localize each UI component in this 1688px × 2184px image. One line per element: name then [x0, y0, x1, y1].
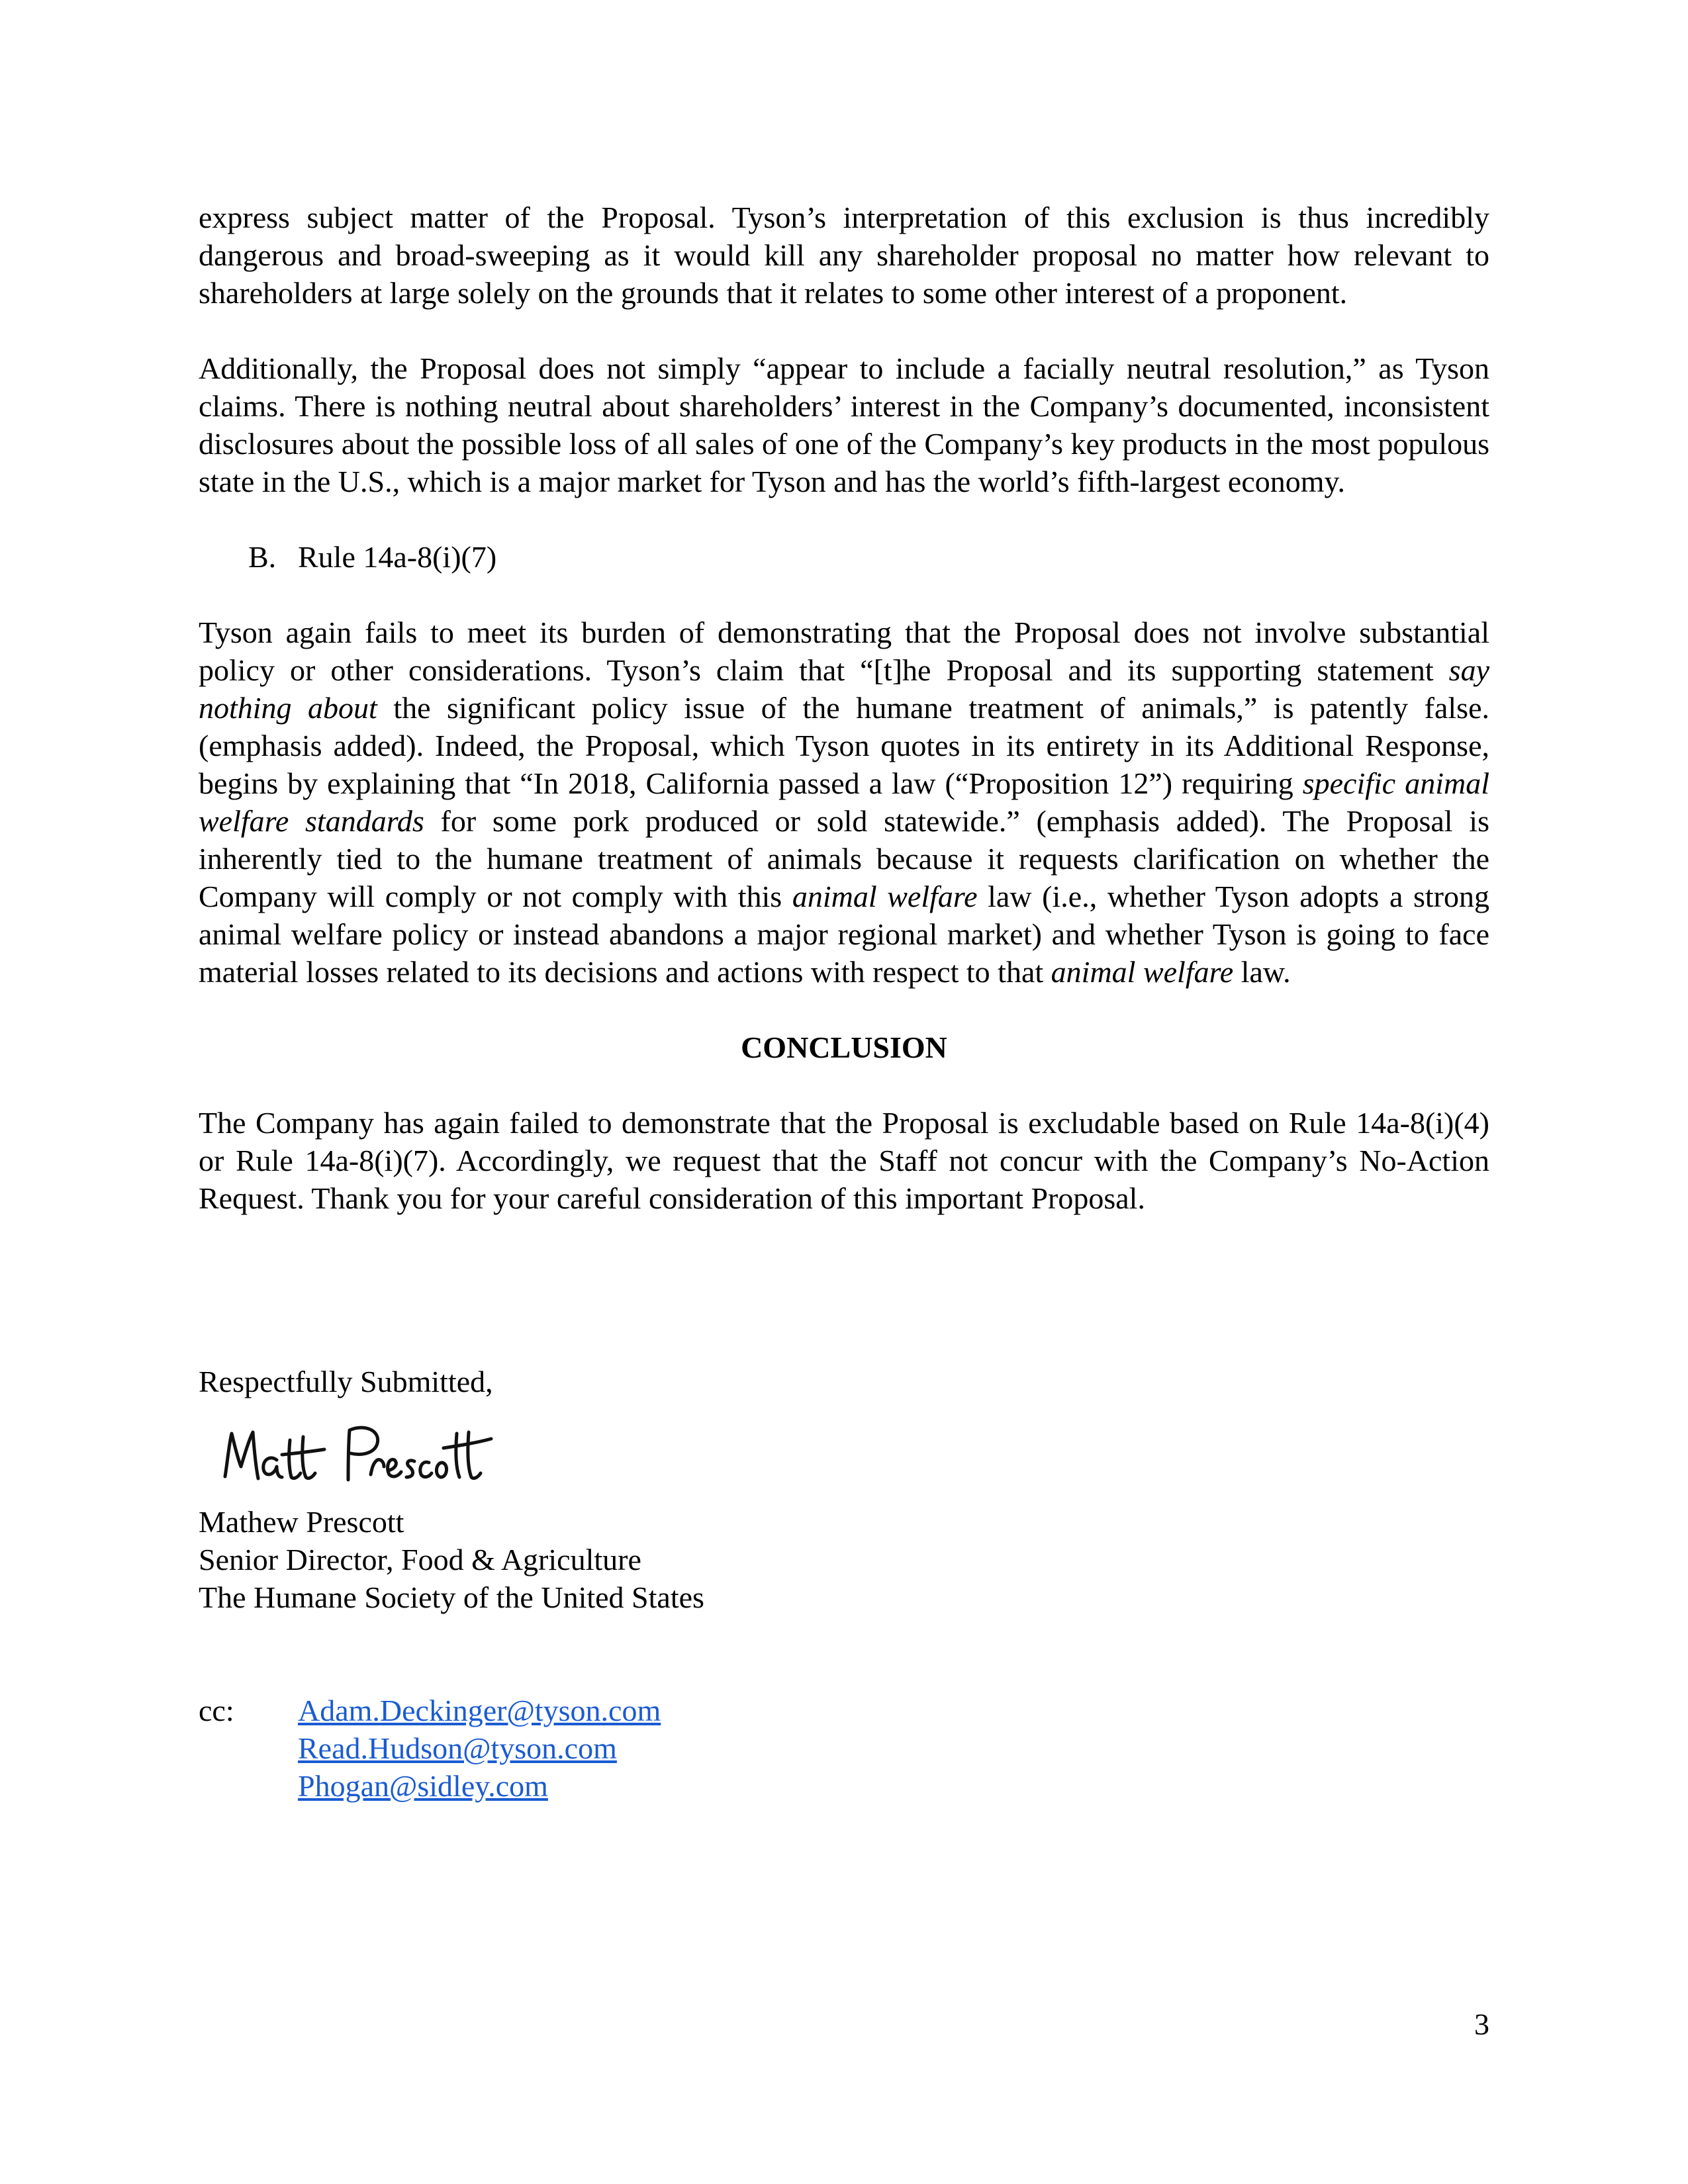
text-segment: Tyson again fails to meet its burden of demonstrating that the Proposal does not involve substantial policy or other considerations. Tyson’s claim that “[t]he Proposal and its supporting statement	[199, 615, 1489, 687]
email-link-adam-deckinger[interactable]: Adam.Deckinger@tyson.com	[298, 1694, 661, 1727]
handwritten-signature	[199, 1400, 1489, 1503]
emphasis-say-nothing-about: say nothing about	[199, 653, 1489, 725]
section-heading-rule-14a-8-i-7	[199, 538, 1489, 576]
signer-title: Senior Director, Food & Agriculture	[199, 1543, 641, 1576]
text-segment: for some pork produced or sold statewide.” (emphasis added). The Proposal is inherently tied to the humane treatment of animals because it requests clarification on whether the Company will comply or not comply with this	[199, 804, 1489, 913]
email-link-phogan[interactable]: Phogan@sidley.com	[298, 1769, 548, 1803]
paragraph-conclusion: The Company has again failed to demonstrate that the Proposal is excludable based on Rule 14a-8(i)(4) or Rule 14a-8(i)(7). Accordingly, we request that the Staff not concur with the Company’s No-Action Request. Thank you for your careful consideration of this important Proposal.	[199, 1106, 1489, 1215]
paragraph-exclusion-interpretation: express subject matter of the Proposal. Tyson’s interpretation of this exclusion is thus incredibly dangerous and broad-sweeping as it would kill any shareholder proposal no matter how relevant to shareholders at large solely on the grounds that it relates to some other interest of a proponent.	[199, 201, 1489, 310]
cc-email-list	[298, 1692, 661, 1805]
cc-block	[199, 1692, 1489, 1805]
emphasis-animal-welfare: animal welfare	[792, 880, 978, 913]
emphasis-specific-animal-welfare-standards: specific animal welfare standards	[199, 766, 1489, 838]
document-page	[199, 199, 1489, 1805]
signer-name: Mathew Prescott	[199, 1505, 404, 1539]
signature-image	[218, 1414, 496, 1500]
paragraph-facially-neutral: Additionally, the Proposal does not simply “appear to include a facially neutral resolution,” as Tyson claims. There is nothing neutral about shareholders’ interest in the Company’s documented, inconsistent disclosures about the possible loss of all sales of one of the Company’s key products in the most populous state in the U.S., which is a major market for Tyson and has the world’s fifth-largest economy.	[199, 351, 1489, 498]
signature-block	[199, 1363, 1489, 1616]
page-number: 3	[1474, 2007, 1489, 2041]
email-link-read-hudson[interactable]: Read.Hudson@tyson.com	[298, 1731, 617, 1765]
conclusion-heading: CONCLUSION	[741, 1030, 947, 1064]
closing-line: Respectfully Submitted,	[199, 1365, 493, 1398]
section-title: Rule 14a-8(i)(7)	[298, 540, 497, 574]
text-segment: law.	[1233, 955, 1291, 989]
text-segment: law (i.e., whether Tyson adopts a strong animal welfare policy or instead abandons a major regional market) and whether Tyson is going to face material losses related to its decisions and actions with respect to that	[199, 880, 1489, 989]
emphasis-animal-welfare: animal welfare	[1051, 955, 1234, 989]
paragraph-substantial-policy	[199, 614, 1489, 991]
text-segment: the significant policy issue of the humane treatment of animals,” is patently false. (emphasis added). Indeed, the Proposal, which Tyson quotes in its entirety in its Additional Response, begins by explaining that “In 2018, California passed a law (“Proposition 12”) requiring	[199, 691, 1490, 800]
cc-label: cc:	[199, 1694, 234, 1727]
section-letter: B.	[248, 540, 277, 574]
signer-organization: The Humane Society of the United States	[199, 1580, 704, 1614]
